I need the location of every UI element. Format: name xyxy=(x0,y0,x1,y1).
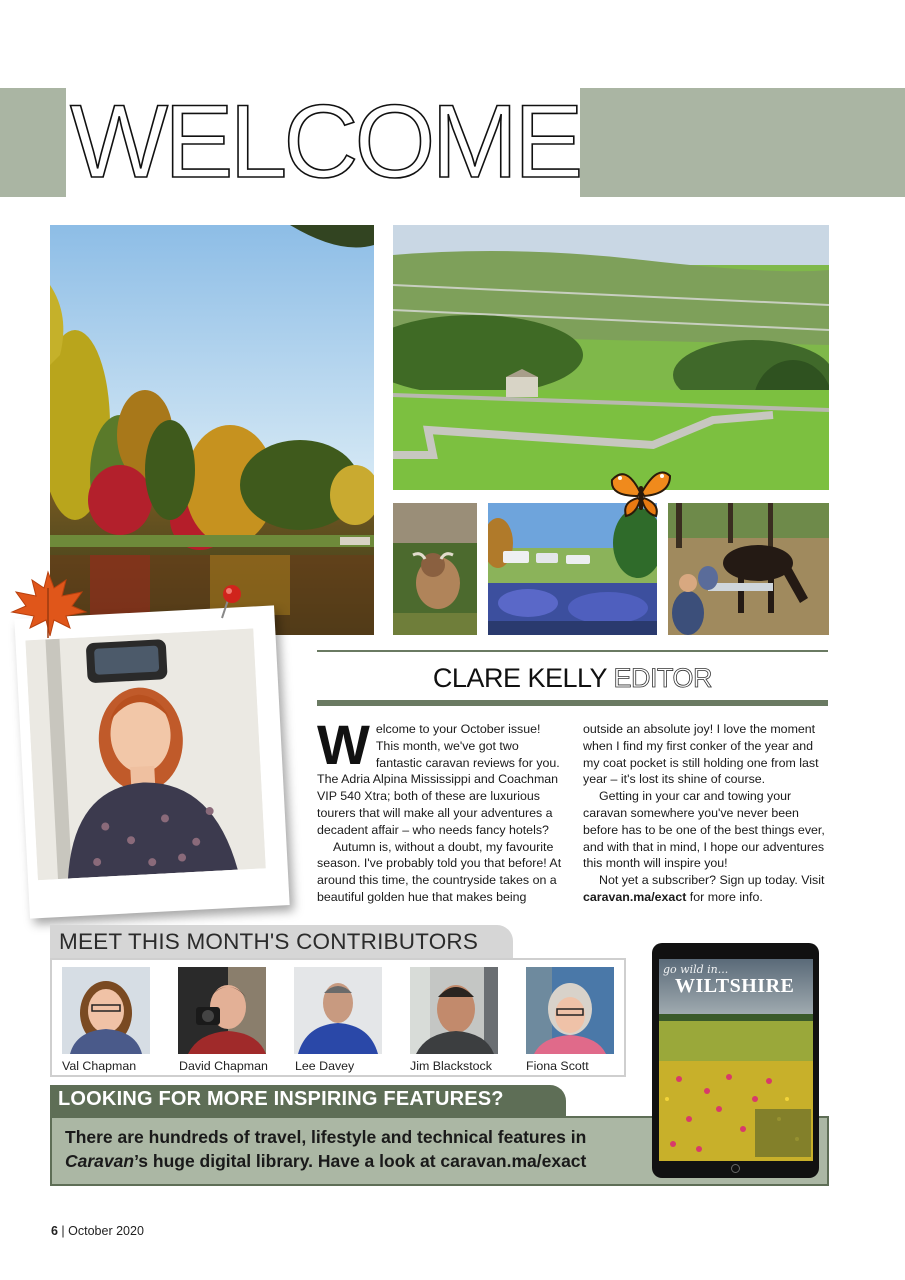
editor-rule-bottom xyxy=(317,700,828,706)
editor-rule-top xyxy=(317,650,828,652)
contributor-name: David Chapman xyxy=(179,1059,268,1073)
campsite-bluebells-photo xyxy=(488,503,657,635)
maple-leaf-icon xyxy=(6,568,90,640)
autumn-lake-photo xyxy=(50,225,374,635)
header-band-left xyxy=(0,88,66,197)
contributor-photo xyxy=(62,967,150,1054)
contributors-heading: MEET THIS MONTH'S CONTRIBUTORS xyxy=(59,929,479,954)
contributor-name: Fiona Scott xyxy=(526,1059,589,1073)
tablet-title: WILTSHIRE xyxy=(675,975,795,997)
picnic-horse-photo xyxy=(668,503,829,635)
page-footer: 6 | October 2020 xyxy=(51,1224,144,1238)
editorial-column-2 xyxy=(583,721,830,906)
subscribe-link[interactable]: caravan.ma/exact xyxy=(583,889,687,904)
editor-photo xyxy=(25,629,265,881)
editor-heading xyxy=(317,661,828,695)
page-title: WELCOME xyxy=(70,84,580,200)
contributor-photo xyxy=(526,967,614,1054)
pushpin-icon xyxy=(216,584,246,620)
library-line-1: There are hundreds of travel, lifestyle and technical features in xyxy=(65,1127,587,1147)
editorial-paragraph: outside an absolute joy! I love the moment when I find my first conker of the year and my coat pocket is still holding one from last year – it's lost its shine of course. xyxy=(583,722,819,787)
library-line-2: Caravan’s huge digital library. Have a look at caravan.ma/exact xyxy=(65,1151,587,1171)
highland-cow-photo xyxy=(393,503,477,635)
dales-landscape-photo xyxy=(393,225,829,490)
editor-name: CLARE KELLY xyxy=(432,663,607,693)
contributor-photo xyxy=(294,967,382,1054)
editorial-paragraph: Getting in your car and towing your caravan somewhere you've never been before has to be one of the best things ever, and with that in mind, I hope our adventures this month will inspire you! xyxy=(583,789,825,871)
library-link[interactable]: caravan.ma/exact xyxy=(440,1151,587,1171)
library-heading: LOOKING FOR MORE INSPIRING FEATURES? xyxy=(58,1088,504,1110)
contributor-photo xyxy=(178,967,266,1054)
contributor-name: Jim Blackstock xyxy=(410,1059,492,1073)
contributor-name: Lee Davey xyxy=(295,1059,355,1073)
editorial-paragraph: Welcome to your October issue! This month, we've got two fantastic caravan reviews for you. The Adria Alpina Mississippi and Coachman VIP 540 Xtra; both of these are luxurious tourers that will make all your adventures a decadent affair – who needs fancy hotels? xyxy=(317,713,560,837)
issue-date: October 2020 xyxy=(68,1224,144,1238)
editorial-column-1 xyxy=(317,713,564,906)
editor-role: EDITOR xyxy=(613,663,713,693)
editor-polaroid xyxy=(14,605,289,918)
editorial-paragraph: Autumn is, without a doubt, my favourite season. I've probably told you that before! At around this time, the countryside takes on a beautiful golden hue that makes being xyxy=(317,839,562,904)
library-text xyxy=(65,1125,645,1173)
tablet-kicker: go wild in... xyxy=(663,963,729,976)
tablet-home-button xyxy=(731,1164,740,1173)
subscribe-paragraph: Not yet a subscriber? Sign up today. Visit caravan.ma/exact for more info. xyxy=(583,873,825,904)
contributor-photo xyxy=(410,967,498,1054)
tablet-screen xyxy=(659,959,813,1161)
header-band-right xyxy=(580,88,905,197)
butterfly-icon xyxy=(608,462,672,520)
page-number: 6 xyxy=(51,1224,58,1238)
contributor-name: Val Chapman xyxy=(62,1059,137,1073)
drop-cap: W xyxy=(317,713,370,776)
